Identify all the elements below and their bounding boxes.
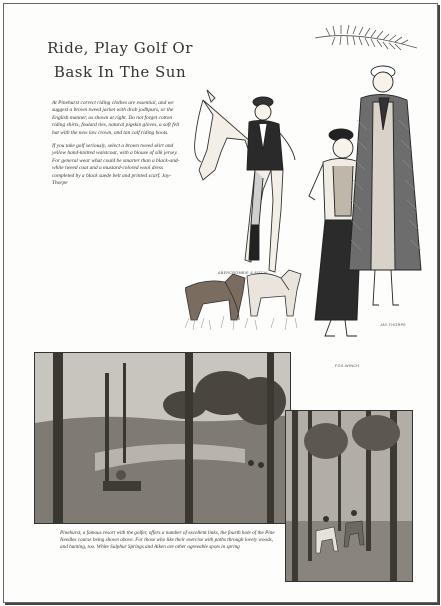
horse-illustration — [195, 90, 283, 272]
title-line-1: Ride, Play Golf Or — [47, 39, 193, 57]
fashion-illustration — [185, 20, 425, 350]
credit-left: ABERCROMBIE & FITCH — [218, 271, 268, 275]
intro-paragraph-2: If you take golf seriously, select a brown tweed skirt and yellow hand-knitted waistcoat, with a blouse of silk jersey. For general wear what could be smarter than a black-and-white tweed coat and a mustard-colored wool dress completed by a black suede belt and printed scarf. Jay-Thorpe — [52, 143, 180, 187]
credit-bottom: FOX-WINCH — [335, 364, 360, 368]
riders-woods-image — [286, 411, 412, 581]
golf-course-photo — [34, 352, 291, 524]
page-title — [40, 36, 200, 84]
hounds-illustration — [185, 270, 301, 320]
branch-illustration — [315, 25, 417, 50]
photo-caption: Pinehurst, a famous resort with the golfer, offers a number of excellent links, the fourth hole of the Pine Needles course being shown above. For those who like their exercise with paths through lovely woods, and hunting, too. White Sulphur Springs and Aiken are other agreeable spots in spring — [60, 530, 275, 550]
title-line-2: Bask In The Sun — [53, 63, 187, 81]
credit-right: JAY-THORPE — [380, 323, 407, 327]
intro-paragraph-1: At Pinehurst correct riding clothes are essential, and we suggest a brown tweed jacket with drab jodhpurs, or the English manner, as shown at right. Do not forget cotton riding shirts, foulard ties, natural pigskin gloves, a soft felt hat with the new low crown, and tan calf riding boots. — [52, 100, 180, 136]
grass-illustration — [185, 316, 297, 330]
intro-text — [52, 100, 180, 193]
riders-woods-photo — [285, 410, 413, 582]
tweed-coat-woman-illustration — [349, 66, 421, 305]
golf-course-image — [35, 353, 290, 523]
